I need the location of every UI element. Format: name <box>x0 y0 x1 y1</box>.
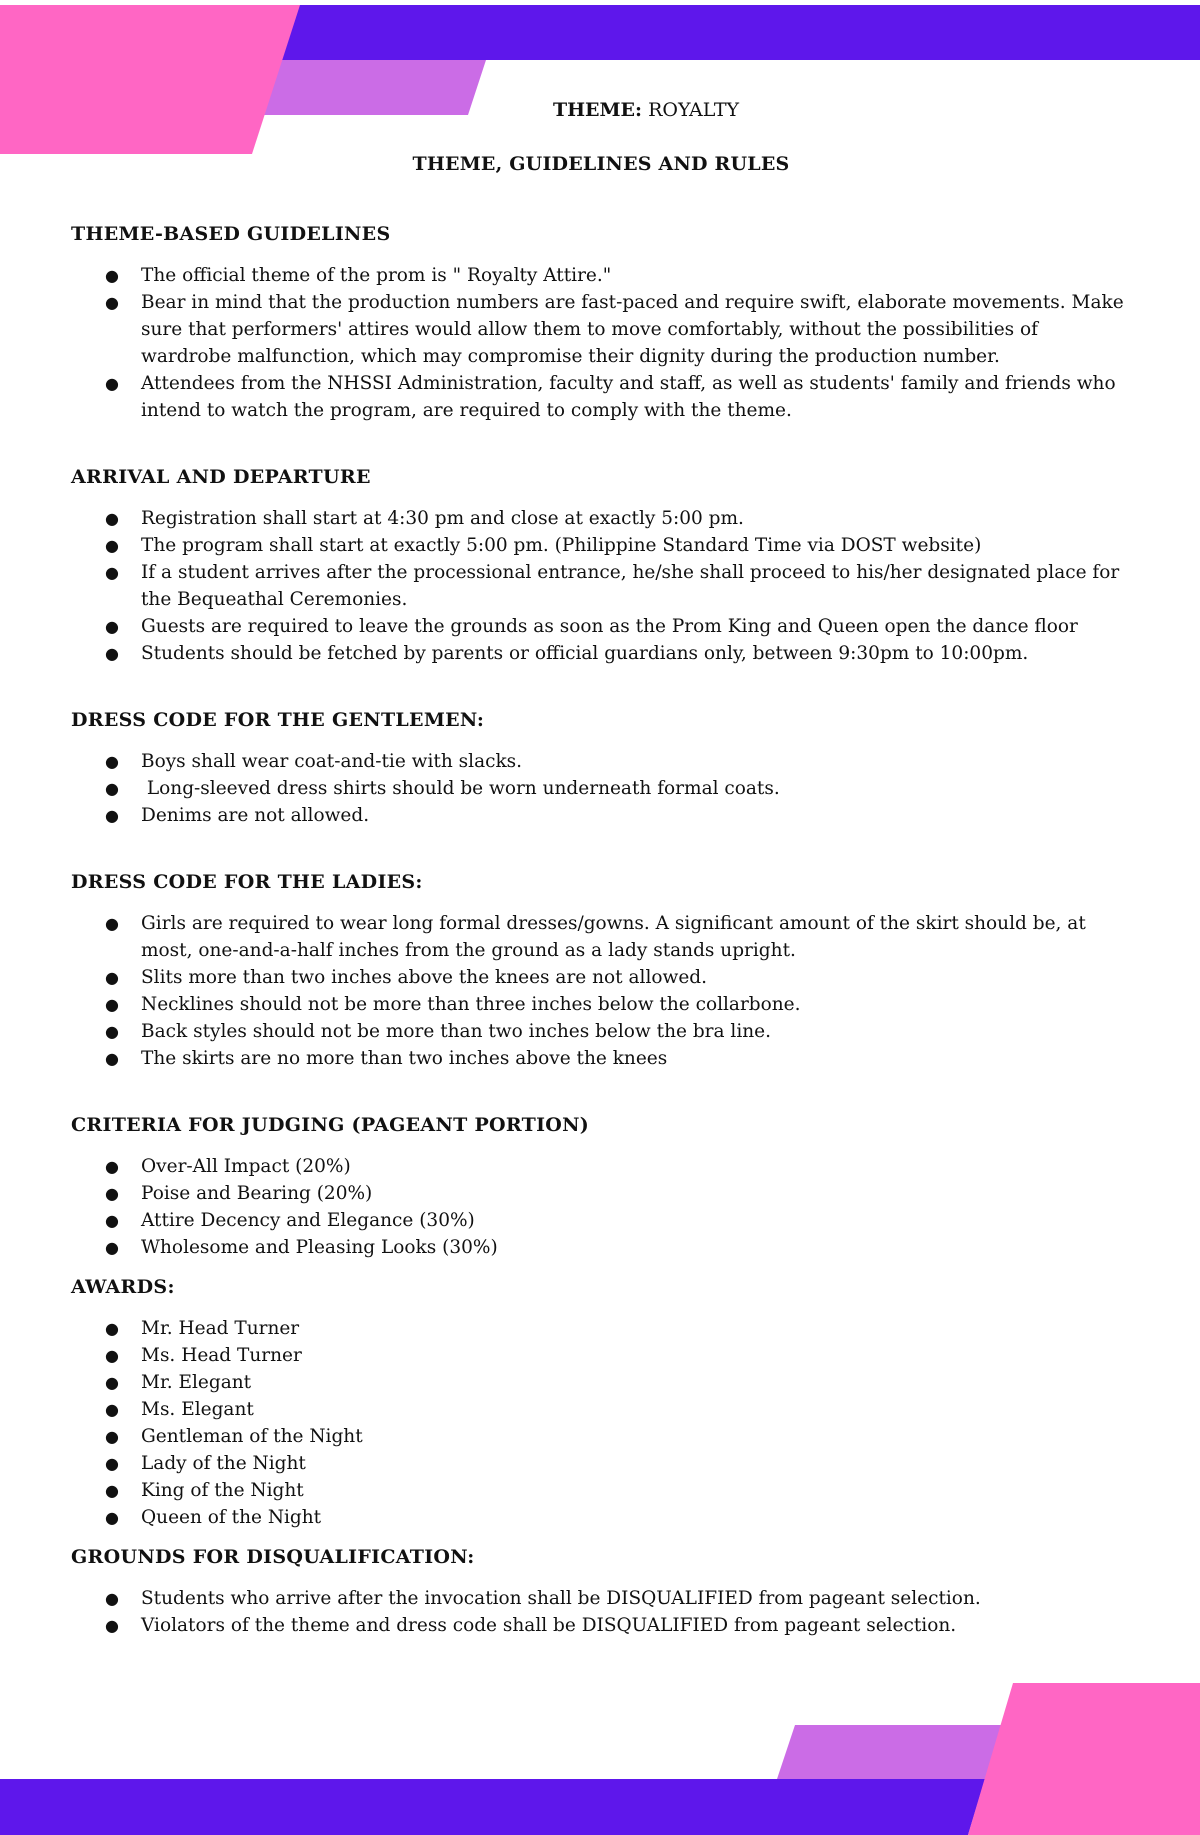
top-decoration <box>0 0 1200 160</box>
list-item-text: Guests are required to leave the grounds as soon as the Prom King and Queen open the dance floor <box>141 616 1078 637</box>
section-heading: CRITERIA FOR JUDGING (PAGEANT PORTION) <box>71 1114 590 1136</box>
bullet-icon: ● <box>105 1184 119 1203</box>
bullet-icon: ● <box>105 752 119 771</box>
list-item-text: Mr. Elegant <box>141 1372 252 1393</box>
bullet-icon: ● <box>105 1400 119 1419</box>
list-item-text: Long-sleeved dress shirts should be worn underneath formal coats. <box>141 778 780 799</box>
bullet-icon: ● <box>105 1481 119 1500</box>
list-item-text: Over-All Impact (20%) <box>141 1156 351 1177</box>
bullet-icon: ● <box>105 1589 119 1608</box>
section-heading: AWARDS: <box>71 1276 175 1298</box>
bullet-icon: ● <box>105 995 119 1014</box>
list-item <box>71 1396 1131 1423</box>
list-item-text: Poise and Bearing (20%) <box>141 1183 373 1204</box>
list-item-text: Queen of the Night <box>141 1507 322 1528</box>
list-item <box>71 1585 1131 1612</box>
list-item <box>71 1234 1131 1261</box>
list-item-text: Gentleman of the Night <box>141 1426 363 1447</box>
section-awards <box>71 1276 1131 1531</box>
bullet-icon: ● <box>105 617 119 636</box>
bullet-list <box>71 1315 1131 1531</box>
list-item <box>71 1504 1131 1531</box>
list-item <box>71 964 1131 991</box>
bullet-icon: ● <box>105 563 119 582</box>
bullet-icon: ● <box>105 1454 119 1473</box>
section-heading: GROUNDS FOR DISQUALIFICATION: <box>71 1546 475 1568</box>
list-item <box>71 1315 1131 1342</box>
list-item <box>71 1018 1131 1045</box>
bullet-icon: ● <box>105 1211 119 1230</box>
list-item <box>71 802 1131 829</box>
bullet-icon: ● <box>105 806 119 825</box>
bullet-icon: ● <box>105 1238 119 1257</box>
list-item-text: Lady of the Night <box>141 1453 306 1474</box>
list-item-text: The official theme of the prom is " Royalty Attire." <box>141 265 612 286</box>
list-item-text: The program shall start at exactly 5:00 pm. (Philippine Standard Time via DOST website) <box>141 535 982 556</box>
list-item <box>71 1207 1131 1234</box>
list-item <box>71 1045 1131 1072</box>
bullet-icon: ● <box>105 1616 119 1635</box>
list-item-text: If a student arrives after the processional entrance, he/she shall proceed to his/her designated place for the Bequeathal Ceremonies. <box>141 562 1120 610</box>
section-heading: DRESS CODE FOR THE LADIES: <box>71 871 423 893</box>
bullet-icon: ● <box>105 266 119 285</box>
bullet-list <box>71 748 1131 829</box>
list-item-text: Denims are not allowed. <box>141 805 370 826</box>
list-item-text: Registration shall start at 4:30 pm and close at exactly 5:00 pm. <box>141 508 744 529</box>
top-indigo-band <box>266 5 1200 60</box>
bullet-icon: ● <box>105 968 119 987</box>
list-item <box>71 370 1131 424</box>
list-item <box>71 505 1131 532</box>
list-item <box>71 289 1131 370</box>
list-item <box>71 910 1131 964</box>
list-item-text: Ms. Head Turner <box>141 1345 302 1366</box>
bottom-pink-band <box>968 1683 1200 1835</box>
theme-line <box>71 99 1131 121</box>
list-item-text: Attendees from the NHSSI Administration, faculty and staff, as well as students' family and friends who intend to watch the program, are required to comply with the theme. <box>141 373 1116 421</box>
bullet-icon: ● <box>105 1157 119 1176</box>
section-theme-guidelines <box>71 223 1131 424</box>
list-item-text: Attire Decency and Elegance (30%) <box>141 1210 475 1231</box>
bullet-icon: ● <box>105 1319 119 1338</box>
bullet-icon: ● <box>105 374 119 393</box>
bullet-list <box>71 1153 1131 1261</box>
bullet-list <box>71 910 1131 1072</box>
list-item <box>71 262 1131 289</box>
list-item-text: Ms. Elegant <box>141 1399 254 1420</box>
bullet-icon: ● <box>105 509 119 528</box>
list-item <box>71 640 1131 667</box>
list-item-text: Bear in mind that the production numbers are fast-paced and require swift, elaborate movements. Make sure that performers' attires would allow them to move comfortably, without the possibilities of wardrobe malfunction, which may compromise their dignity during the production number. <box>141 292 1124 367</box>
section-heading: DRESS CODE FOR THE GENTLEMEN: <box>71 709 485 731</box>
bullet-list <box>71 262 1131 424</box>
list-item <box>71 991 1131 1018</box>
bullet-icon: ● <box>105 1508 119 1527</box>
list-item <box>71 559 1131 613</box>
bullet-icon: ● <box>105 1373 119 1392</box>
list-item-text: Students who arrive after the invocation shall be DISQUALIFIED from pageant selection. <box>141 1588 981 1609</box>
bullet-icon: ● <box>105 536 119 555</box>
bottom-indigo-band <box>0 1779 985 1835</box>
list-item-text: King of the Night <box>141 1480 304 1501</box>
list-item <box>71 1342 1131 1369</box>
section-judging-criteria <box>71 1114 1131 1261</box>
list-item-text: Girls are required to wear long formal dresses/gowns. A significant amount of the skirt should be, at most, one-and-a-half inches from the ground as a lady stands upright. <box>141 913 1086 961</box>
list-item-text: Slits more than two inches above the knees are not allowed. <box>141 967 708 988</box>
list-item-text: Back styles should not be more than two inches below the bra line. <box>141 1021 771 1042</box>
list-item <box>71 1180 1131 1207</box>
bullet-list <box>71 1585 1131 1639</box>
list-item-text: Students should be fetched by parents or official guardians only, between 9:30pm to 10:00pm. <box>141 643 1029 664</box>
list-item-text: Violators of the theme and dress code shall be DISQUALIFIED from pageant selection. <box>141 1615 957 1636</box>
list-item-text: Mr. Head Turner <box>141 1318 300 1339</box>
list-item-text: Necklines should not be more than three inches below the collarbone. <box>141 994 801 1015</box>
section-arrival-departure <box>71 466 1131 667</box>
bullet-icon: ● <box>105 293 119 312</box>
list-item <box>71 1612 1131 1639</box>
list-item <box>71 1477 1131 1504</box>
section-heading: ARRIVAL AND DEPARTURE <box>71 466 371 488</box>
list-item <box>71 1450 1131 1477</box>
list-item-text: Boys shall wear coat-and-tie with slacks. <box>141 751 523 772</box>
bullet-icon: ● <box>105 1346 119 1365</box>
list-item <box>71 775 1131 802</box>
list-item <box>71 532 1131 559</box>
bullet-icon: ● <box>105 644 119 663</box>
section-dress-code-ladies <box>71 871 1131 1072</box>
bottom-decoration <box>0 1675 1200 1835</box>
list-item <box>71 613 1131 640</box>
section-disqualification <box>71 1546 1131 1639</box>
bullet-icon: ● <box>105 1022 119 1041</box>
list-item-text: Wholesome and Pleasing Looks (30%) <box>141 1237 498 1258</box>
section-dress-code-gentlemen <box>71 709 1131 829</box>
bullet-icon: ● <box>105 914 119 933</box>
bottom-violet-band <box>777 1725 1010 1779</box>
theme-value: ROYALTY <box>648 99 740 121</box>
list-item <box>71 1153 1131 1180</box>
bullet-icon: ● <box>105 779 119 798</box>
theme-label: THEME: <box>552 99 643 121</box>
sections <box>71 223 1131 1639</box>
list-item <box>71 1423 1131 1450</box>
list-item <box>71 748 1131 775</box>
bullet-list <box>71 505 1131 667</box>
list-item-text: The skirts are no more than two inches above the knees <box>141 1048 668 1069</box>
bullet-icon: ● <box>105 1049 119 1068</box>
top-pink-band <box>0 5 300 154</box>
section-heading: THEME-BASED GUIDELINES <box>71 223 391 245</box>
list-item <box>71 1369 1131 1396</box>
bullet-icon: ● <box>105 1427 119 1446</box>
document-title: THEME, GUIDELINES AND RULES <box>412 153 790 175</box>
